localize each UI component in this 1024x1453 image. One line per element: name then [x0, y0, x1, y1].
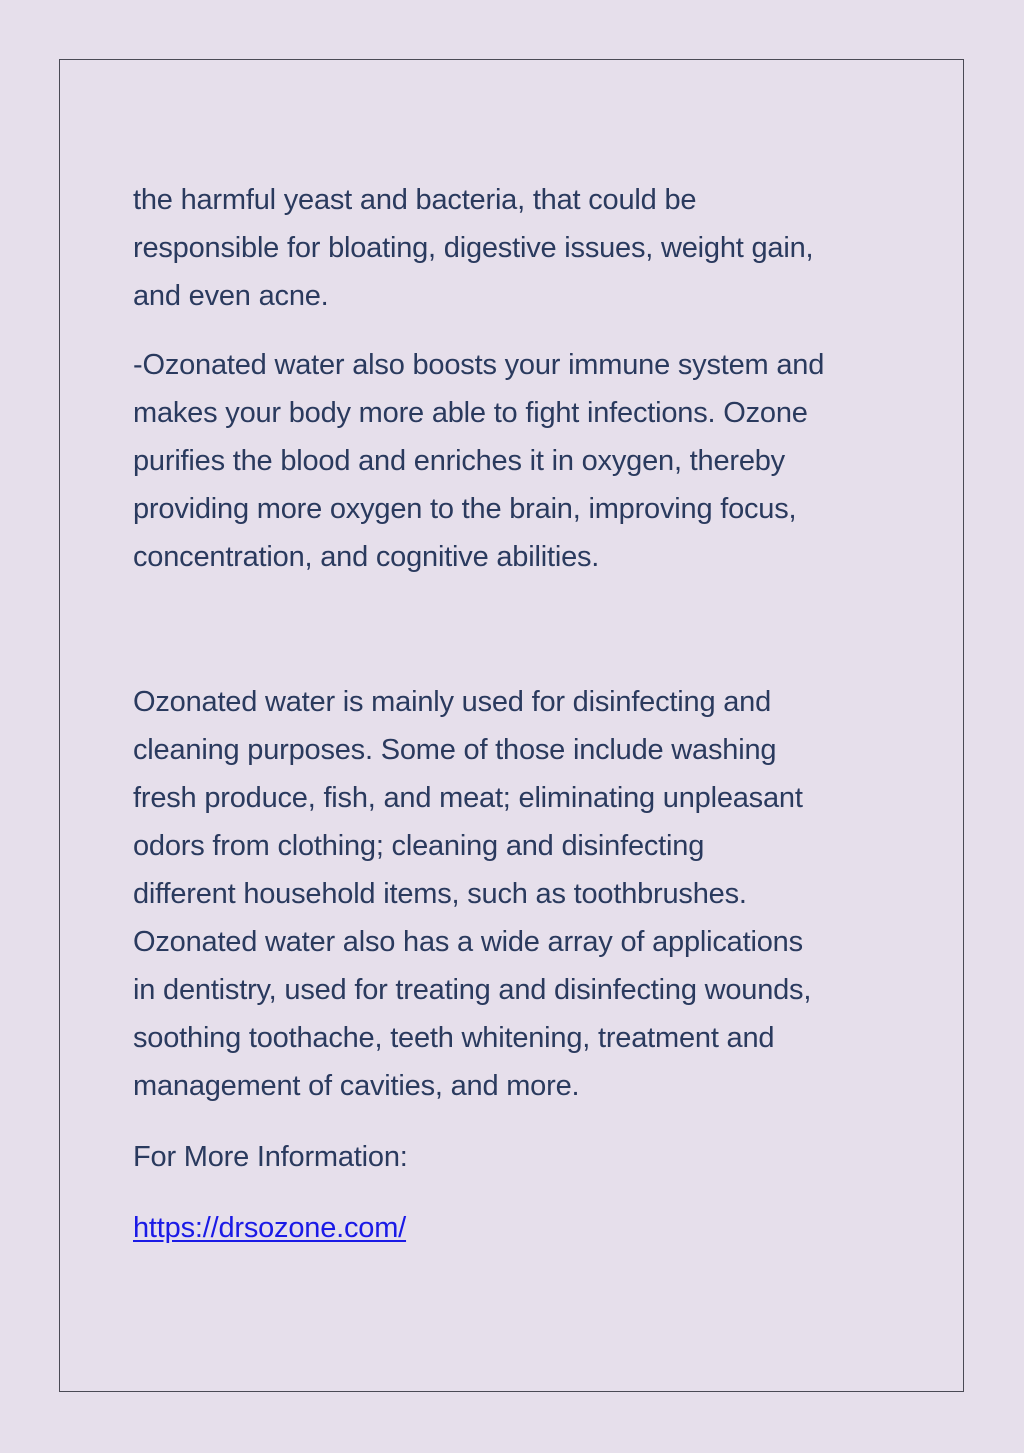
paragraph-immune-system: [133, 341, 913, 581]
text-line: responsible for bloating, digestive issues, weight gain,: [133, 232, 814, 264]
text-line: and even acne.: [133, 280, 329, 312]
text-line: Ozonated water also has a wide array of applications: [133, 926, 803, 958]
text-line: odors from clothing; cleaning and disinfecting: [133, 830, 705, 862]
paragraph-bacteria: [133, 176, 913, 320]
text-line: Ozonated water is mainly used for disinfecting and: [133, 686, 772, 718]
paragraph-uses: [133, 678, 913, 1110]
more-info-label: For More Information:: [133, 1141, 408, 1173]
text-line: purifies the blood and enriches it in oxygen, thereby: [133, 445, 785, 477]
text-line: soothing toothache, teeth whitening, treatment and: [133, 1022, 775, 1054]
text-line: concentration, and cognitive abilities.: [133, 541, 600, 573]
text-line: in dentistry, used for treating and disinfecting wounds,: [133, 974, 812, 1006]
text-line: -Ozonated water also boosts your immune system and: [133, 349, 825, 381]
text-line: fresh produce, fish, and meat; eliminating unpleasant: [133, 782, 803, 814]
document-body: [133, 176, 913, 1252]
text-line: cleaning purposes. Some of those include washing: [133, 734, 777, 766]
text-line: the harmful yeast and bacteria, that could be: [133, 184, 697, 216]
text-line: management of cavities, and more.: [133, 1070, 580, 1102]
text-line: providing more oxygen to the brain, improving focus,: [133, 493, 797, 525]
website-link[interactable]: https://drsozone.com/: [133, 1212, 407, 1244]
text-line: makes your body more able to fight infections. Ozone: [133, 397, 808, 429]
text-line: different household items, such as toothbrushes.: [133, 878, 747, 910]
